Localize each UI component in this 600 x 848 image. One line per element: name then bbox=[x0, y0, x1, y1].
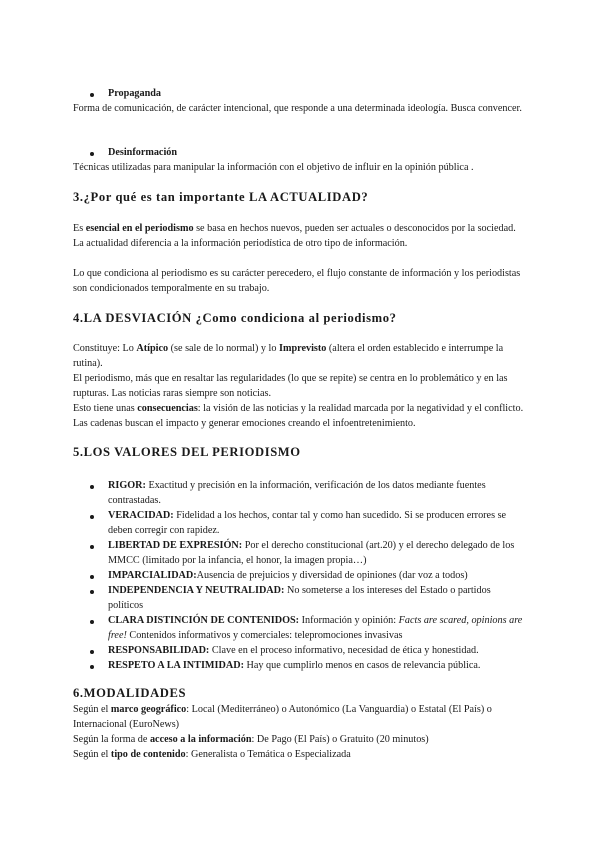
propaganda-definition: Forma de comunicación, de carácter intencional, que responde a una determinada ideología. Busca convencer. bbox=[73, 103, 522, 114]
section-4-paragraph-2: El periodismo, más que en resaltar las regularidades (lo que se repite) se centra en lo problemático y en las rupturas. Las noticias raras siempre son noticias. bbox=[73, 373, 508, 399]
bullet-dot bbox=[90, 590, 94, 594]
value-item: INDEPENDENCIA Y NEUTRALIDAD: No someterse a los intereses del Estado o partidos políticos bbox=[108, 585, 491, 611]
value-item: RESPONSABILIDAD: Clave en el proceso informativo, necesidad de ética y honestidad. bbox=[108, 645, 479, 656]
value-item: LIBERTAD DE EXPRESIÓN: Por el derecho constitucional (art.20) y el derecho delegado de los MMCC (limitado por la infancia, el honor, la imagen propia…) bbox=[108, 540, 515, 566]
section-4-heading: 4.LA DESVIACIÓN ¿Como condiciona al periodismo? bbox=[73, 311, 397, 325]
modalidad-acceso: Según la forma de acceso a la información: De Pago (El País) o Gratuito (20 minutos) bbox=[73, 734, 429, 745]
term-desinformacion: Desinformación bbox=[108, 147, 178, 158]
bullet-dot bbox=[90, 575, 94, 579]
section-4-paragraph-1: Constituye: Lo Atípico (se sale de lo normal) y lo Imprevisto (altera el orden establecido e interrumpe la rutina). bbox=[73, 343, 504, 369]
section-4-paragraph-3: Esto tiene unas consecuencias: la visión de las noticias y la realidad marcada por la negatividad y el conflicto. Las cadenas buscan el impacto y generar emociones creando el infoentretenimiento. bbox=[73, 403, 524, 429]
bullet-dot bbox=[90, 515, 94, 519]
section-5-heading: 5.LOS VALORES DEL PERIODISMO bbox=[73, 445, 301, 459]
modalidad-geografica: Según el marco geográfico: Local (Mediterráneo) o Autonómico (La Vanguardia) o Estatal (El País) o Internacional (EuroNews) bbox=[73, 704, 492, 730]
term-propaganda: Propaganda bbox=[108, 88, 162, 99]
section-3-heading: 3.¿Por qué es tan importante LA ACTUALIDAD? bbox=[73, 190, 369, 204]
bullet-dot bbox=[90, 665, 94, 669]
modalidad-contenido: Según el tipo de contenido: Generalista o Temática o Especializada bbox=[73, 749, 351, 760]
bullet-dot bbox=[90, 620, 94, 624]
bullet-dot bbox=[90, 485, 94, 489]
section-3-paragraph-1: Es esencial en el periodismo se basa en hechos nuevos, pueden ser actuales o desconocidos por la sociedad. La actualidad diferencia a la información periodística de otro tipo de información. bbox=[73, 223, 516, 249]
bullet-dot bbox=[90, 152, 94, 156]
value-item: CLARA DISTINCIÓN DE CONTENIDOS: Información y opinión: Facts are scared, opinions are free! Contenidos informativos y comerciales: telepromociones invasivas bbox=[108, 615, 523, 641]
bullet-dot bbox=[90, 93, 94, 97]
bullet-dot bbox=[90, 545, 94, 549]
value-item: VERACIDAD: Fidelidad a los hechos, contar tal y como han sucedido. Si se producen errores se deben corregir con rapidez. bbox=[108, 510, 507, 536]
section-6-heading: 6.MODALIDADES bbox=[73, 686, 187, 700]
value-item: RIGOR: Exactitud y precisión en la información, verificación de los datos mediante fuentes contrastadas. bbox=[108, 480, 486, 506]
value-item: IMPARCIALIDAD:Ausencia de prejuicios y diversidad de opiniones (dar voz a todos) bbox=[108, 570, 468, 581]
section-3-paragraph-2: Lo que condiciona al periodismo es su carácter perecedero, el flujo constante de información y los periodistas son condicionados temporalmente en su trabajo. bbox=[73, 268, 521, 294]
bullet-dot bbox=[90, 650, 94, 654]
value-item: RESPETO A LA INTIMIDAD: Hay que cumplirlo menos en casos de relevancia pública. bbox=[108, 660, 481, 671]
desinformacion-definition: Técnicas utilizadas para manipular la información con el objetivo de influir en la opinión pública . bbox=[73, 162, 474, 173]
